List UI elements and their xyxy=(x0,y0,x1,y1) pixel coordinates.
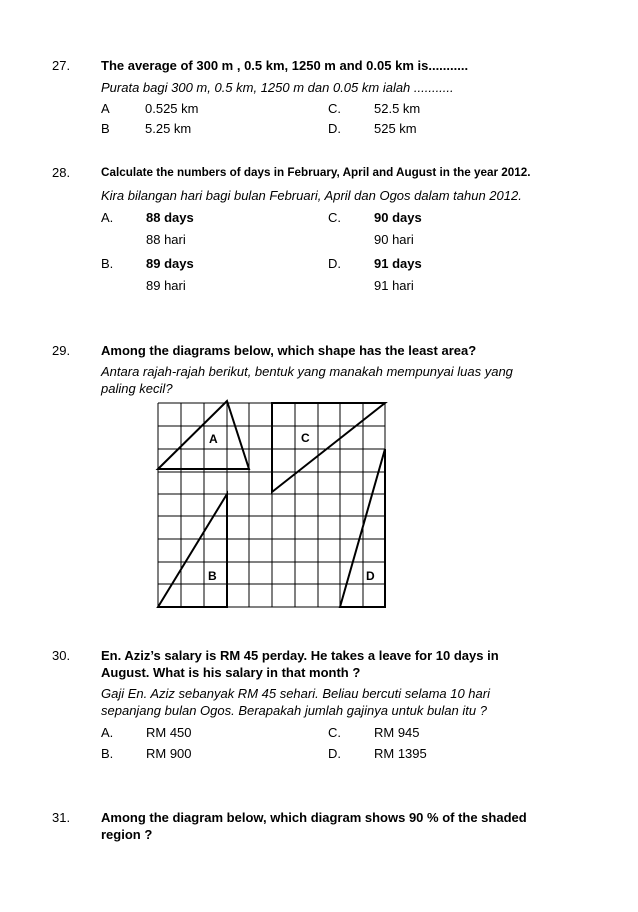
q27-option-b-value[interactable]: 5.25 km xyxy=(145,121,192,136)
question-30-number: 30. xyxy=(52,648,71,663)
shape-d-label: D xyxy=(366,569,375,583)
q27-option-b-letter[interactable]: B xyxy=(101,121,110,136)
question-31-text-line2: region ? xyxy=(101,827,153,842)
q28-option-a-value[interactable]: 88 days xyxy=(146,210,194,225)
q28-option-b-value[interactable]: 89 days xyxy=(146,256,194,271)
shape-c-quadrilateral xyxy=(272,403,385,492)
question-27-number: 27. xyxy=(52,58,71,73)
shape-b-triangle xyxy=(158,494,227,607)
question-31-text-line1: Among the diagram below, which diagram shows 90 % of the shaded xyxy=(101,810,527,825)
question-30-text-line2: August. What is his salary in that month ? xyxy=(101,665,361,680)
q27-option-c-value[interactable]: 52.5 km xyxy=(374,101,421,116)
q28-option-d-value-malay[interactable]: 91 hari xyxy=(374,278,414,293)
shape-c-label: C xyxy=(301,431,310,445)
question-28-number: 28. xyxy=(52,165,71,180)
question-30-text-malay-line2: sepanjang bulan Ogos. Berapakah jumlah gajinya untuk bulan itu ? xyxy=(101,703,487,718)
question-29-number: 29. xyxy=(52,343,71,358)
q27-option-d-value[interactable]: 525 km xyxy=(374,121,417,136)
q30-option-b-value[interactable]: RM 900 xyxy=(146,746,192,761)
q30-option-a-value[interactable]: RM 450 xyxy=(146,725,192,740)
question-28-text-malay: Kira bilangan hari bagi bulan Februari, April dan Ogos dalam tahun 2012. xyxy=(101,188,522,203)
shape-a-label: A xyxy=(209,432,218,446)
q30-option-c-value[interactable]: RM 945 xyxy=(374,725,420,740)
q30-option-a-letter[interactable]: A. xyxy=(101,725,114,740)
q30-option-b-letter[interactable]: B. xyxy=(101,746,114,761)
question-31-number: 31. xyxy=(52,810,71,825)
q28-option-d-value[interactable]: 91 days xyxy=(374,256,422,271)
question-27-text-malay: Purata bagi 300 m, 0.5 km, 1250 m dan 0.05 km ialah ........... xyxy=(101,80,454,95)
question-30-text-malay-line1: Gaji En. Aziz sebanyak RM 45 sehari. Beliau bercuti selama 10 hari xyxy=(101,686,490,701)
question-28-text: Calculate the numbers of days in February, April and August in the year 2012. xyxy=(101,166,531,179)
q28-option-a-letter[interactable]: A. xyxy=(101,210,114,225)
q28-option-b-letter[interactable]: B. xyxy=(101,256,114,271)
question-27-text: The average of 300 m , 0.5 km, 1250 m and 0.05 km is........... xyxy=(101,58,469,73)
q28-option-b-value-malay[interactable]: 89 hari xyxy=(146,278,186,293)
question-29-text-malay-line2: paling kecil? xyxy=(101,381,173,396)
q30-option-d-letter[interactable]: D. xyxy=(328,746,341,761)
q27-option-a-letter[interactable]: A xyxy=(101,101,110,116)
q27-option-c-letter[interactable]: C. xyxy=(328,101,341,116)
question-29-text: Among the diagrams below, which shape has the least area? xyxy=(101,343,477,358)
q30-option-c-letter[interactable]: C. xyxy=(328,725,341,740)
q27-option-a-value[interactable]: 0.525 km xyxy=(145,101,199,116)
q28-option-c-value-malay[interactable]: 90 hari xyxy=(374,232,414,247)
q27-option-d-letter[interactable]: D. xyxy=(328,121,341,136)
q28-option-a-value-malay[interactable]: 88 hari xyxy=(146,232,186,247)
shape-b-label: B xyxy=(208,569,217,583)
question-30-text-line1: En. Aziz’s salary is RM 45 perday. He takes a leave for 10 days in xyxy=(101,648,499,663)
q28-option-c-letter[interactable]: C. xyxy=(328,210,341,225)
q28-option-c-value[interactable]: 90 days xyxy=(374,210,422,225)
question-29-text-malay-line1: Antara rajah-rajah berikut, bentuk yang manakah mempunyai luas yang xyxy=(101,364,513,379)
q28-option-d-letter[interactable]: D. xyxy=(328,256,341,271)
q30-option-d-value[interactable]: RM 1395 xyxy=(374,746,427,761)
